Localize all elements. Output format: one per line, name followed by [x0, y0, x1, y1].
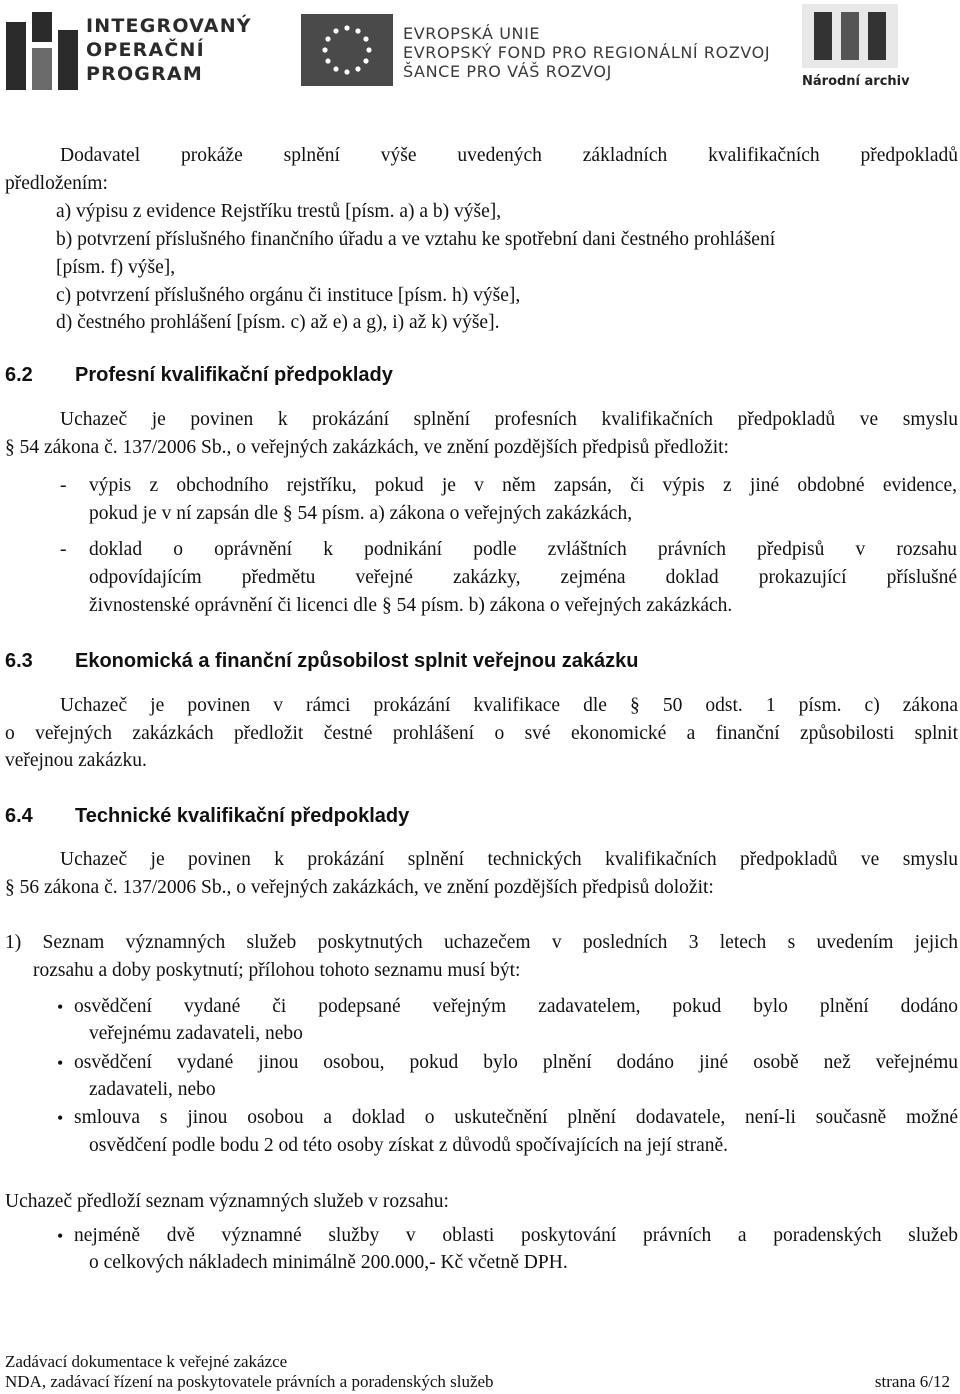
bullet-icon: •	[57, 1108, 64, 1128]
iop-emblem-icon	[6, 12, 78, 90]
s62-item-2-line-1: doklad o oprávnění k podnikání podle zvláštních právních předpisů v rozsahu	[89, 539, 957, 560]
intro-item-a: a) výpisu z evidence Rejstříku trestů [písm. a) a b) výše],	[56, 201, 502, 222]
eu-logo	[301, 6, 771, 96]
archive-emblem-icon	[802, 4, 898, 68]
footer-doc-subtitle: NDA, zadávací řízení na poskytovatele právních a poradenských služeb	[5, 1372, 494, 1391]
s62-item-2-line-3: živnostenské oprávnění či licenci dle § 54 písm. b) zákona o veřejných zakázkách.	[89, 595, 733, 616]
intro-item-c: c) potvrzení příslušného orgánu či instituce [písm. h) výše],	[56, 285, 521, 306]
s64-numbered-1-line-1: 1) Seznam významných služeb poskytnutých uchazečem v posledních 3 letech s uvedením jejich	[5, 932, 958, 953]
s64-bullet-4-line-2: o celkových nákladech minimálně 200.000,- Kč včetně DPH.	[89, 1252, 568, 1273]
intro-line-1: Dodavatel prokáže splnění výše uvedených základních kvalifikačních předpokladů	[60, 145, 958, 166]
eu-flag-icon	[301, 14, 393, 86]
section-number: 6.4	[5, 805, 33, 827]
s64-bullet-3-line-2: osvědčení podle bodu 2 od této osoby získat z důvodů spočívajících na její straně.	[89, 1135, 729, 1156]
bullet-icon: •	[57, 997, 64, 1017]
page-header	[0, 0, 960, 105]
s62-item-1-line-1: výpis z obchodního rejstříku, pokud je v něm zapsán, či výpis z jiné obdobné evidence,	[89, 475, 957, 496]
archive-label: Národní archiv	[802, 74, 910, 89]
section-number: 6.3	[5, 650, 33, 672]
intro-item-b: b) potvrzení příslušného finančního úřadu a ve vztahu ke spotřební dani čestného prohlášení	[56, 229, 776, 250]
bullet-icon: •	[57, 1053, 64, 1073]
s64-bullet-4-line-1: nejméně dvě významné služby v oblasti poskytování právních a poradenských služeb	[74, 1225, 958, 1246]
s62-item-2-line-2: odpovídajícím předmětu veřejné zakázky, zejména doklad prokazující příslušné	[89, 567, 957, 588]
s64-services-intro: Uchazeč předloží seznam významných služeb v rozsahu:	[5, 1191, 449, 1212]
s64-bullet-1-line-2: veřejnému zadavateli, nebo	[89, 1023, 303, 1044]
intro-line-2: předložením:	[5, 173, 108, 194]
s63-para-line-1: Uchazeč je povinen v rámci prokázání kvalifikace dle § 50 odst. 1 písm. c) zákona	[60, 695, 958, 716]
eu-line-2: EVROPSKÝ FOND PRO REGIONÁLNÍ ROZVOJ	[403, 43, 771, 62]
bullet-icon: •	[57, 1226, 64, 1246]
s64-numbered-1-line-2: rozsahu a doby poskytnutí; přílohou tohoto seznamu musí být:	[33, 960, 521, 981]
iop-line-2: OPERAČNÍ	[86, 39, 205, 61]
s63-para-line-2: o veřejných zakázkách předložit čestné prohlášení o své ekonomické a finanční způsobilosti splnit	[5, 723, 958, 744]
section-title: Profesní kvalifikační předpoklady	[75, 364, 393, 386]
s64-bullet-2-line-2: zadavateli, nebo	[89, 1079, 216, 1100]
section-6-4-heading	[5, 803, 409, 829]
s63-para-line-3: veřejnou zakázku.	[5, 750, 147, 771]
s62-item-1-line-2: pokud je v ní zapsán dle § 54 písm. a) zákona o veřejných zakázkách,	[89, 503, 633, 524]
section-title: Ekonomická a finanční způsobilost splnit veřejnou zakázku	[75, 650, 639, 672]
s64-para-line-2: § 56 zákona č. 137/2006 Sb., o veřejných zakázkách, ve znění pozdějších předpisů doložit:	[5, 877, 714, 898]
s64-bullet-3-line-1: smlouva s jinou osobou a doklad o uskutečnění plnění dodavatele, není-li současně možné	[74, 1107, 958, 1128]
section-number: 6.2	[5, 364, 33, 386]
s64-bullet-2-line-1: osvědčení vydané jinou osobou, pokud bylo plnění dodáno jiné osobě než veřejnému	[74, 1052, 958, 1073]
intro-item-b-cont: [písm. f) výše],	[56, 257, 176, 278]
footer-page-number: strana 6/12	[874, 1372, 950, 1391]
intro-item-d: d) čestného prohlášení [písm. c) až e) a g), i) až k) výše].	[56, 312, 500, 333]
footer-doc-title: Zadávací dokumentace k veřejné zakázce	[5, 1352, 288, 1371]
section-title: Technické kvalifikační předpoklady	[75, 805, 410, 827]
national-archive-logo	[800, 4, 910, 100]
section-6-3-heading	[5, 648, 638, 674]
s62-para-line-1: Uchazeč je povinen k prokázání splnění profesních kvalifikačních předpokladů ve smyslu	[60, 409, 958, 430]
eu-line-3: ŠANCE PRO VÁŠ ROZVOJ	[403, 62, 612, 81]
s62-para-line-2: § 54 zákona č. 137/2006 Sb., o veřejných zakázkách, ve znění pozdějších předpisů předložit:	[5, 437, 729, 458]
s62-item-1-dash: -	[60, 475, 67, 496]
s62-item-2-dash: -	[60, 539, 67, 560]
s64-para-line-1: Uchazeč je povinen k prokázání splnění technických kvalifikačních předpokladů ve smyslu	[60, 849, 958, 870]
eu-line-1: EVROPSKÁ UNIE	[403, 24, 541, 43]
iop-line-3: PROGRAM	[86, 63, 203, 85]
iop-line-1: INTEGROVANÝ	[86, 15, 252, 37]
section-6-2-heading	[5, 362, 393, 388]
s64-bullet-1-line-1: osvědčení vydané či podepsané veřejným zadavatelem, pokud bylo plnění dodáno	[74, 996, 958, 1017]
iop-logo	[6, 4, 252, 94]
